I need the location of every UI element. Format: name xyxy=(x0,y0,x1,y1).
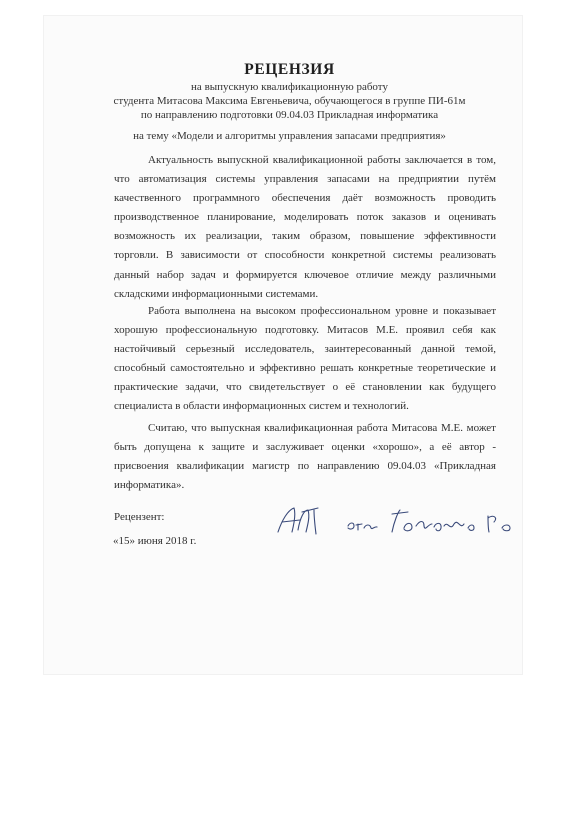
paragraph-relevance xyxy=(114,151,496,304)
subtitle-line-1: на выпускную квалификационную работу xyxy=(191,81,388,93)
reviewer-label: Рецензент: xyxy=(114,511,165,523)
subtitle-line-2: студента Митасова Максима Евгеньевича, обучающегося в группе ПИ-61м xyxy=(113,95,466,107)
thesis-topic: на тему «Модели и алгоритмы управления запасами предприятия» xyxy=(133,130,446,142)
handwritten-signature xyxy=(274,502,524,542)
paragraph-assessment xyxy=(114,302,496,417)
review-date: «15» июня 2018 г. xyxy=(113,535,197,547)
paragraph-text: Актуальность выпускной квалификационной работы заключается в том, что автоматизация системы управления запасами на предприятии путём качественного программного обеспечения даёт возможность проводить производственное планирование, моделировать поток заказов и оценивать возможность их реализации, таким образом, повышение эффективности торговли. В зависимости от способности конкретной системы реализовать данный набор задач и формируется ключевое отличие между различными складскими информационными системами. xyxy=(114,154,496,300)
paragraph-text: Работа выполнена на высоком профессиональном уровне и показывает хорошую профессиональную подготовку. Митасов М.Е. проявил себя как настойчивый серьезный исследователь, заинтересованный данной темой, способный самостоятельно и эффективно решать конкретные теоретические и практические задачи, что свидетельствует о её становлении как будущего специалиста в области информационных систем и технологий. xyxy=(114,305,496,413)
document-title: РЕЦЕНЗИЯ xyxy=(244,61,335,78)
paragraph-conclusion xyxy=(114,419,496,495)
subtitle-line-3: по направлению подготовки 09.04.03 Прикладная информатика xyxy=(140,109,439,121)
paragraph-text: Считаю, что выпускная квалификационная работа Митасова М.Е. может быть допущена к защите и заслуживает оценки «хорошо», а её автор - присвоения квалификации магистр по направлению 09.04.03 «Прикладная информатика». xyxy=(114,422,496,492)
